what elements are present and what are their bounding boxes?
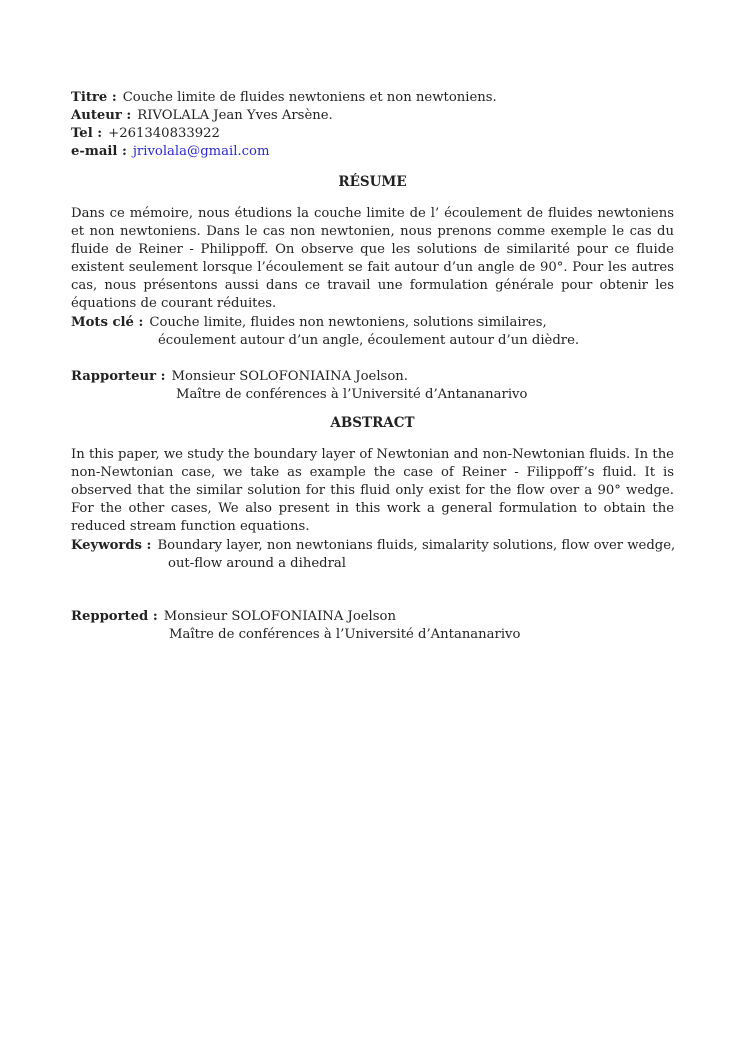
metadata-block: [71, 89, 497, 161]
resume-heading: RÉSUME: [338, 174, 407, 190]
phone-label: Tel :: [71, 126, 103, 141]
repported-block: [71, 608, 520, 644]
email-link[interactable]: jrivolala@gmail.com: [132, 144, 270, 159]
keywords-line2: out-flow around a dihedral: [168, 556, 346, 571]
repported-label: Repported :: [71, 609, 158, 624]
email-row: [71, 143, 497, 161]
mots-cle-label: Mots clé :: [71, 315, 144, 330]
keywords-block: [71, 537, 675, 573]
mots-cle-line2: écoulement autour d’un angle, écoulement autour d’un dièdre.: [158, 333, 580, 348]
abstract-heading: ABSTRACT: [330, 415, 415, 431]
title-row: [71, 89, 497, 107]
title-label: Titre :: [71, 90, 117, 105]
rapporteur-line1: Monsieur SOLOFONIAINA Joelson.: [171, 369, 408, 384]
abstract-paragraph: In this paper, we study the boundary layer of Newtonian and non-Newtonian fluids. In the non-Newtonian case, we take as example the case of Reiner - Filippoff’s fluid. It is observed that the similar solution for this fluid only exist for the flow over a 90° wedge. For the other cases, We also present in this work a general formulation to obtain the reduced stream function equations.: [71, 447, 674, 534]
keywords-label: Keywords :: [71, 538, 152, 553]
repported-line1: Monsieur SOLOFONIAINA Joelson: [163, 609, 396, 624]
author-value: RIVOLALA Jean Yves Arsène.: [137, 108, 333, 123]
author-label: Auteur :: [71, 108, 132, 123]
phone-value: +261340833922: [108, 126, 220, 141]
rapporteur-line2: Maître de conférences à l’Université d’Antananarivo: [176, 387, 528, 402]
email-label: e-mail :: [71, 144, 127, 159]
resume-paragraph: Dans ce mémoire, nous étudions la couche limite de l’ écoulement de fluides newtoniens et non newtoniens. Dans le cas non newtonien, nous prenons comme exemple le cas du fluide de Reiner - Philippoff. On observe que les solutions de similarité pour ce fluide existent seulement lorsque l’écoulement se fait autour d’un angle de 90°. Pour les autres cas, nous présentons aussi dans ce travail une formulation générale pour obtenir les équations de courant réduites.: [71, 206, 674, 311]
mots-cle-line1: Couche limite, fluides non newtoniens, solutions similaires,: [149, 315, 547, 330]
rapporteur-label: Rapporteur :: [71, 369, 166, 384]
title-value: Couche limite de fluides newtoniens et non newtoniens.: [122, 90, 497, 105]
rapporteur-block: [71, 368, 527, 404]
mots-cle-block: [71, 314, 579, 350]
author-row: [71, 107, 497, 125]
repported-line2: Maître de conférences à l’Université d’Antananarivo: [169, 627, 521, 642]
keywords-line1: Boundary layer, non newtonians fluids, simalarity solutions, flow over wedge,: [157, 538, 676, 553]
phone-row: [71, 125, 497, 143]
